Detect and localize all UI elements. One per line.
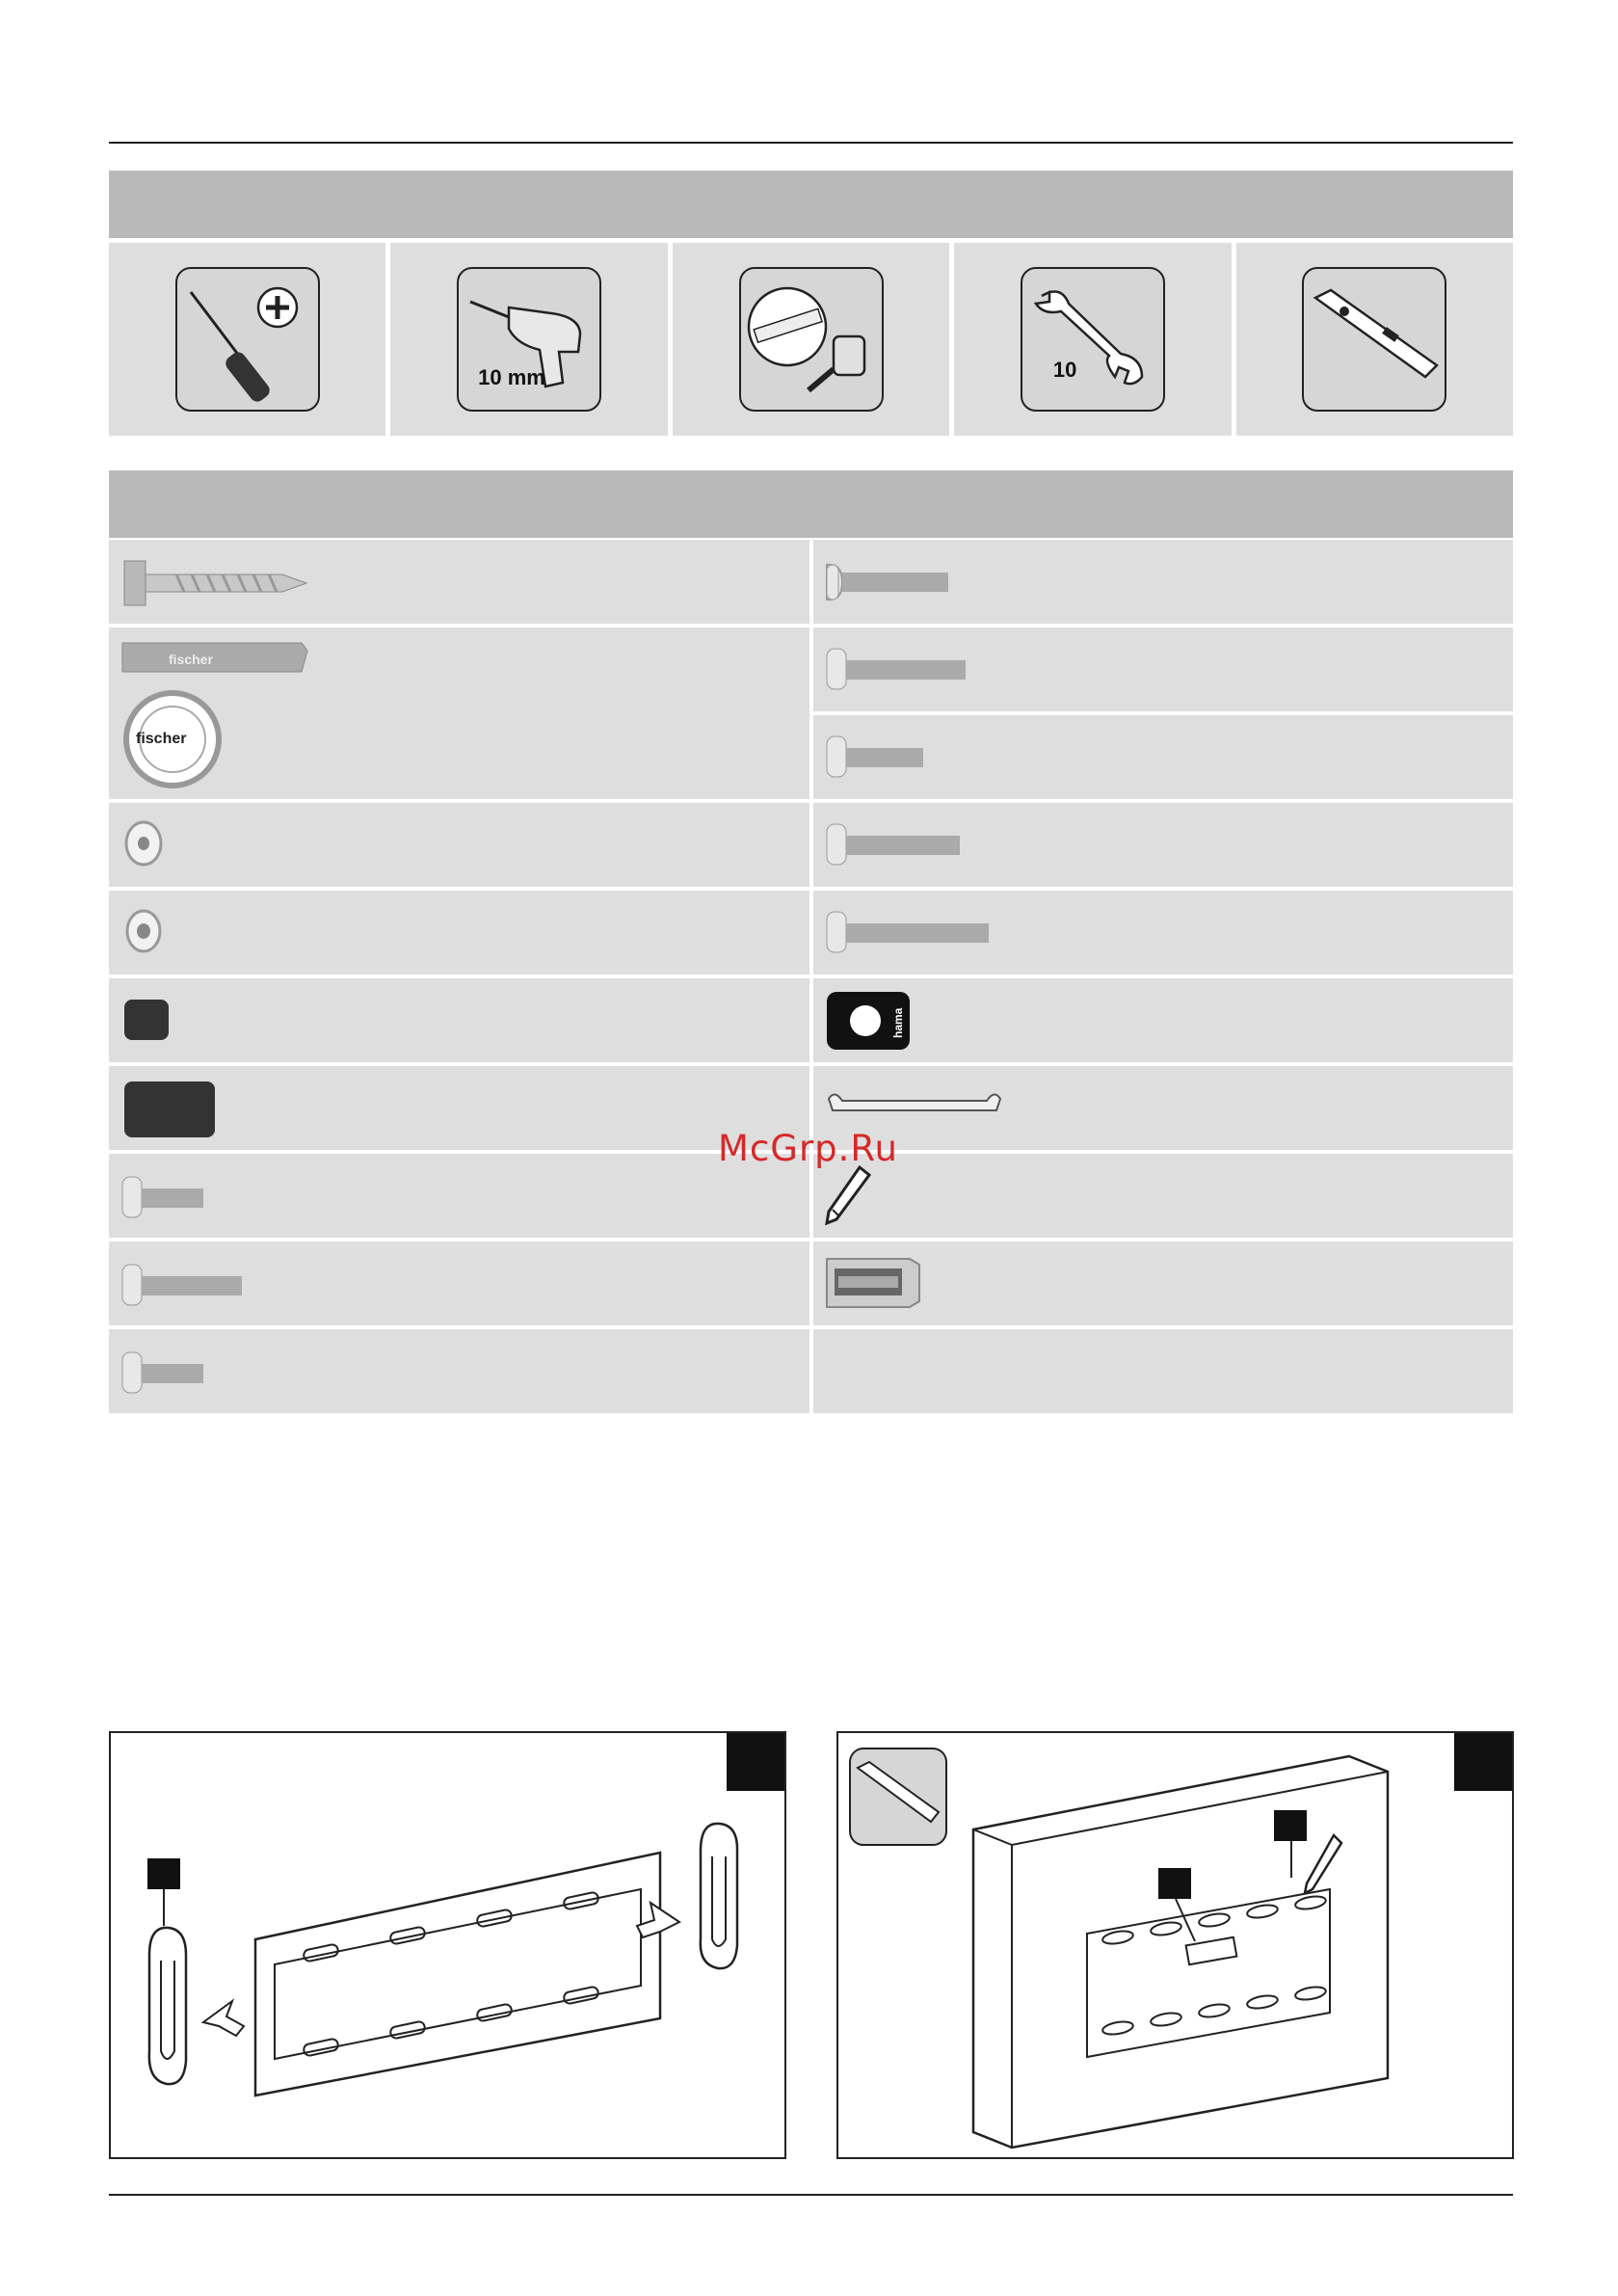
tools-header-band (109, 171, 1513, 238)
figure-wall-plate (109, 1731, 786, 2159)
lag-screw-icon (109, 540, 809, 624)
bolt-long-icon (109, 1241, 809, 1325)
hama-disc-icon (813, 978, 1513, 1062)
part-empty (813, 1329, 1513, 1413)
part-bolt-m6 (813, 627, 1513, 711)
spacer-long-icon (109, 1066, 809, 1150)
svg-text:fischer: fischer (169, 652, 213, 667)
washer-large-icon (109, 803, 809, 887)
part-bolt-m8-long (813, 891, 1513, 974)
wrench-icon (1021, 267, 1165, 412)
bolt-m6-short-icon (813, 715, 1513, 799)
level-block-icon (813, 1241, 1513, 1325)
figure-mark-holes (836, 1731, 1514, 2159)
tools-row (109, 243, 1513, 436)
svg-text:fischer: fischer (136, 731, 187, 747)
part-wall-anchor (109, 627, 809, 799)
bolt-m8-long-icon (813, 891, 1513, 974)
part-pencil (813, 1154, 1513, 1238)
part-bolt-long (109, 1241, 809, 1325)
part-washer-large (109, 803, 809, 887)
spacer-short-icon (109, 978, 809, 1062)
tool-cell-drill (390, 243, 667, 436)
drill-icon (457, 267, 601, 412)
bolt-m6-icon (813, 627, 1513, 711)
part-bolt-m8 (813, 803, 1513, 887)
part-bolt-medium (109, 1329, 809, 1413)
part-washer-small (109, 891, 809, 974)
wall-anchor-icon (109, 627, 809, 799)
part-end-cap (813, 1066, 1513, 1150)
svg-text:hama: hama (891, 1007, 905, 1038)
tool-cell-level (1236, 243, 1513, 436)
bolt-short-icon (109, 1154, 809, 1238)
phillips-screwdriver-icon (175, 267, 320, 412)
bottom-rule (109, 2194, 1513, 2196)
top-rule (109, 142, 1513, 144)
part-level-block (813, 1241, 1513, 1325)
parts-header-band (109, 470, 1513, 538)
end-cap-icon (813, 1066, 1513, 1150)
tool-cell-tape (673, 243, 949, 436)
wall-marking-illustration (838, 1733, 1512, 2157)
wrench-size-label: 10 (1052, 358, 1077, 382)
wall-plate-illustration (111, 1733, 784, 2157)
bolt-medium-icon (109, 1329, 809, 1413)
part-spacer-long (109, 1066, 809, 1150)
parts-grid (109, 540, 1513, 1413)
tool-cell-wrench (954, 243, 1231, 436)
part-hama-disc (813, 978, 1513, 1062)
part-bolt-m4 (813, 540, 1513, 624)
washer-small-icon (109, 891, 809, 974)
drill-size-label: 10 mm (478, 365, 545, 389)
tool-cell-screwdriver (109, 243, 385, 436)
spirit-level-icon (1302, 267, 1446, 412)
tape-measure-icon (739, 267, 884, 412)
part-bolt-m6-short (813, 715, 1513, 799)
part-spacer-short (109, 978, 809, 1062)
pencil-icon (813, 1154, 1513, 1238)
part-bolt-short (109, 1154, 809, 1238)
bolt-m8-icon (813, 803, 1513, 887)
bolt-m4-icon (813, 540, 1513, 624)
part-lag-screw (109, 540, 809, 624)
watermark: McGrp.Ru (718, 1128, 898, 1169)
